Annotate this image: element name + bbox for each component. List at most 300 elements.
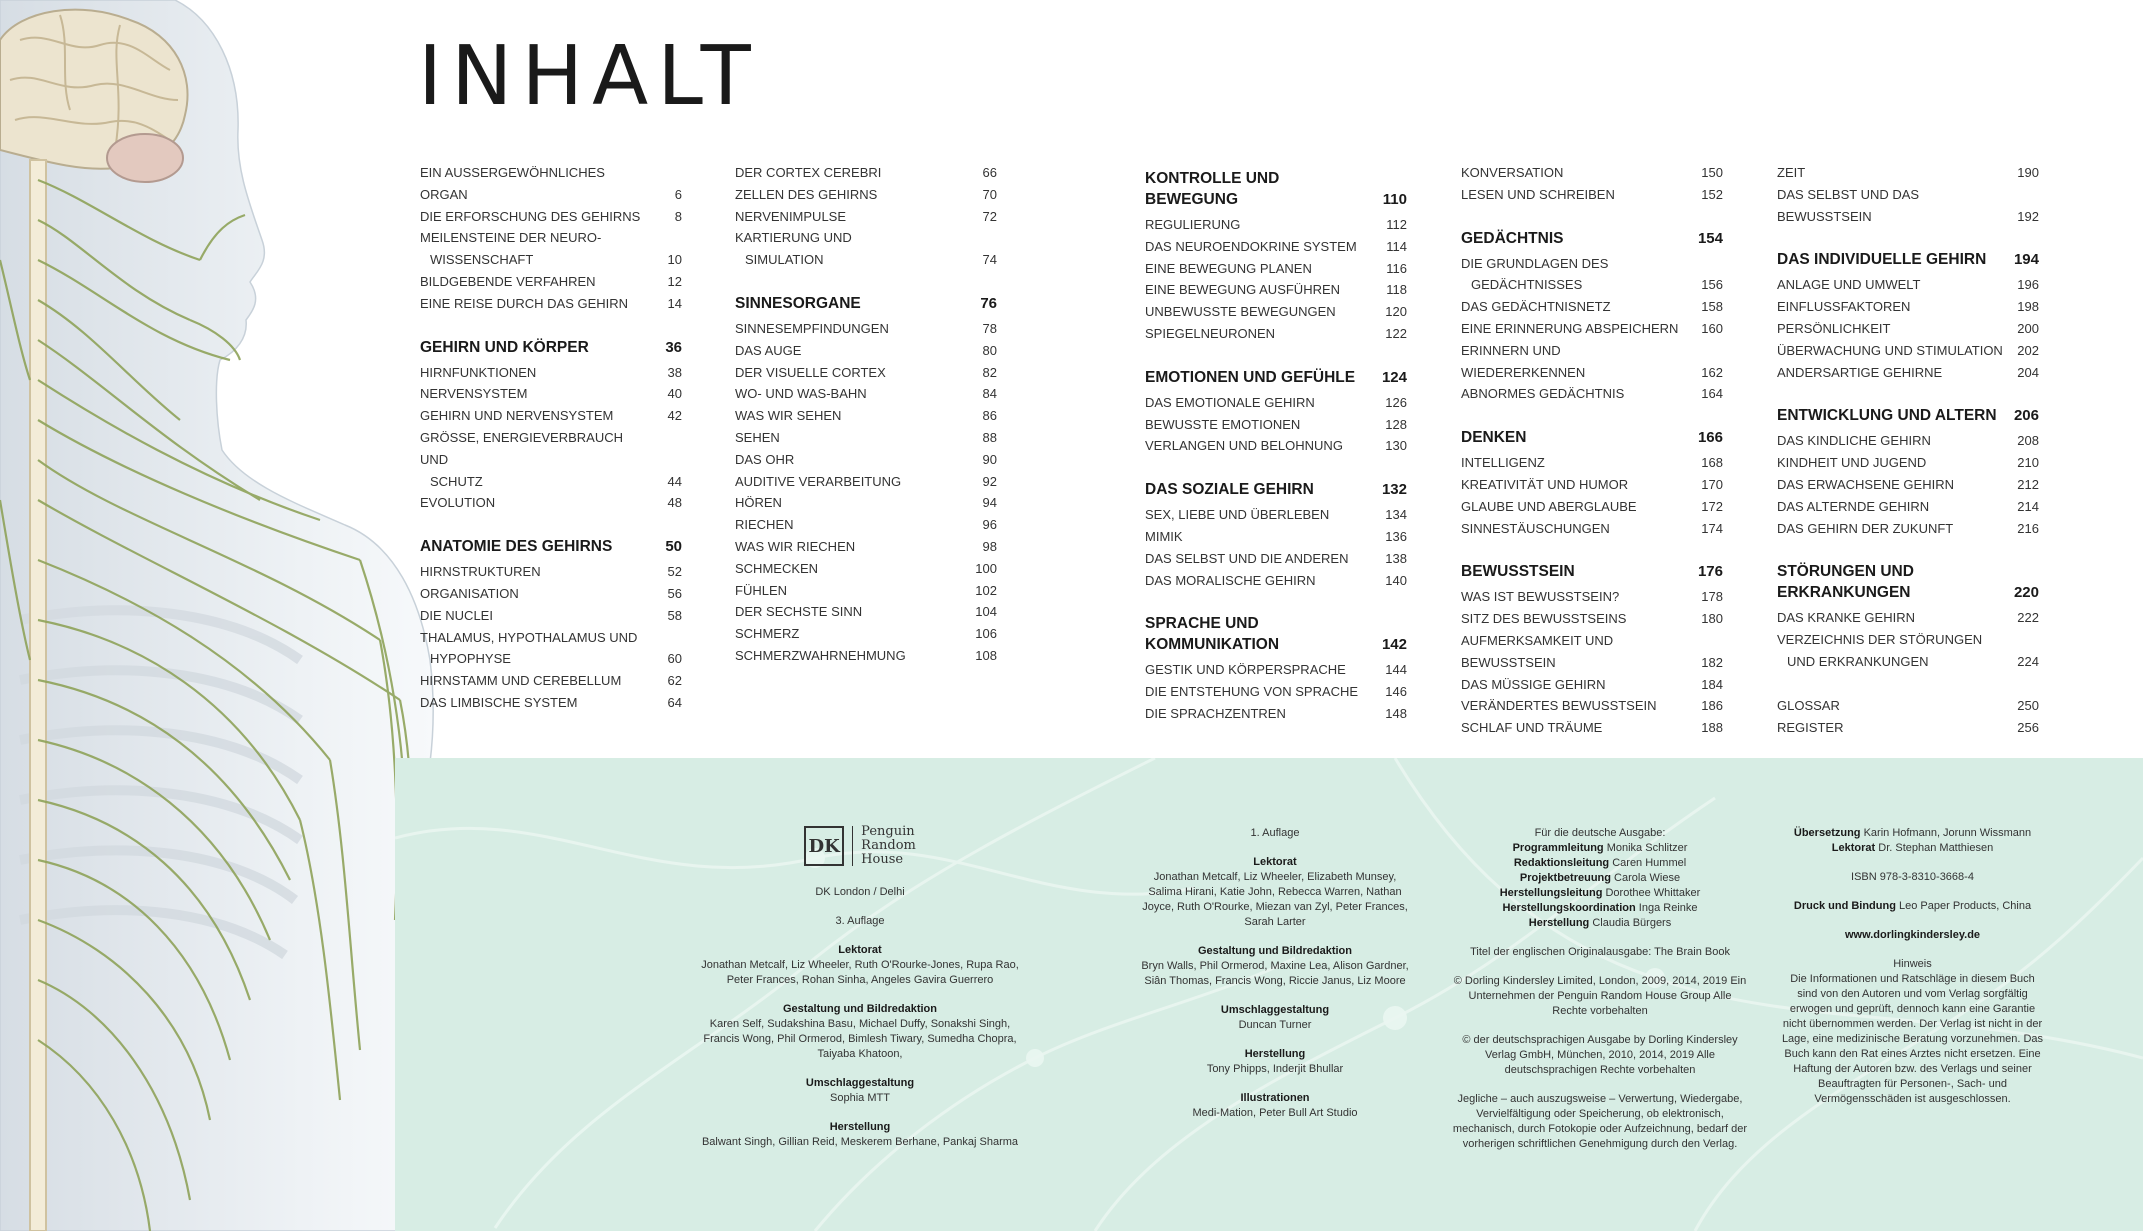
toc-entry-title [1145, 504, 1339, 526]
credit-label: Druck und Bindung [1793, 900, 1896, 912]
toc-entry[interactable] [1461, 717, 1723, 739]
toc-column-1 [420, 162, 682, 736]
toc-entry[interactable] [1461, 162, 1723, 184]
toc-entry-text: EINE REISE DURCH DAS GEHIRN [420, 295, 629, 311]
toc-entry[interactable] [735, 184, 997, 206]
toc-entry[interactable] [1461, 253, 1723, 297]
toc-entry-text: LESEN UND SCHREIBEN [1461, 186, 1615, 202]
toc-entry[interactable] [1461, 496, 1723, 518]
toc-page-number: 66 [982, 165, 997, 180]
toc-entry[interactable] [1777, 162, 2039, 184]
credit-block [700, 885, 1020, 900]
toc-entry[interactable] [1461, 340, 1723, 384]
toc-entry[interactable] [420, 362, 682, 384]
toc-page-number: 146 [1385, 684, 1407, 700]
toc-entry[interactable] [735, 623, 997, 645]
toc-entry[interactable] [735, 206, 997, 228]
toc-entry-text: EINFLUSSFAKTOREN [1777, 299, 1911, 315]
toc-section [1777, 561, 2039, 672]
toc-page-number: 188 [1701, 720, 1723, 736]
credit-value: Duncan Turner [1238, 1019, 1312, 1031]
toc-entry[interactable] [1777, 296, 2039, 318]
toc-entry[interactable] [1145, 681, 1407, 703]
toc-entry-text: PERSÖNLICHKEIT [1777, 320, 1891, 336]
credit-value: Jonathan Metcalf, Liz Wheeler, Elizabeth Munsey, Salima Hirani, Katie John, Rebecca Warren, Nathan Joyce, Ruth O'Rourke, Miezan van Zyl, Peter Frances, Sarah Larter [1142, 871, 1408, 928]
toc-entry-text: AUFMERKSAMKEIT UND BEWUSSTSEIN [1461, 632, 1614, 670]
original-title: Titel der englischen Originalausgabe: The Brain Book [1470, 946, 1730, 958]
toc-page-number: 76 [980, 294, 997, 312]
toc-entry[interactable] [1145, 504, 1407, 526]
toc-entry[interactable] [1777, 362, 2039, 384]
toc-entry-text: EINE ERINNERUNG ABSPEICHERN [1461, 320, 1679, 336]
toc-page-number: 208 [2017, 433, 2039, 449]
toc-entry-title [735, 601, 872, 623]
toc-entry[interactable] [735, 362, 997, 384]
toc-section-title: BEWUSSTSEIN [1461, 563, 1575, 581]
website-link[interactable]: www.dorlingkindersley.de [1844, 929, 1981, 941]
toc-entry[interactable] [420, 561, 682, 583]
toc-entry-text: SCHMERZ [735, 626, 800, 642]
credit-value: Claudia Bürgers [1592, 917, 1672, 929]
toc-page-number: 154 [1697, 229, 1723, 247]
toc-entry-text: HIRNFUNKTIONEN [420, 364, 537, 380]
toc-entry-title [735, 536, 865, 558]
toc-entry[interactable] [420, 605, 682, 627]
toc-entry[interactable] [735, 492, 997, 514]
toc-page-number: 6 [674, 186, 682, 202]
toc-page-number: 202 [2017, 342, 2039, 358]
toc-entry[interactable] [420, 427, 682, 492]
spinal-cord [30, 160, 46, 1231]
toc-entry[interactable] [735, 645, 997, 667]
toc-entry[interactable] [1777, 607, 2039, 629]
toc-entry-title [735, 427, 790, 449]
toc-page-number: 204 [2017, 364, 2039, 380]
toc-section-title: GEDÄCHTNIS [1461, 229, 1564, 247]
toc-entry-text: DAS GEHIRN DER ZUKUNFT [1777, 520, 1954, 536]
toc-entry[interactable] [735, 427, 997, 449]
toc-entry-title [1145, 236, 1367, 258]
toc-page-number: 48 [667, 495, 682, 511]
toc-section-heading[interactable] [1145, 613, 1407, 655]
toc-page-number: 60 [667, 651, 682, 667]
toc-entry[interactable] [1145, 236, 1407, 258]
toc-entry[interactable] [735, 383, 997, 405]
credit-block [1140, 1047, 1410, 1077]
toc-section-heading[interactable] [420, 536, 682, 557]
toc-page-number: 8 [674, 208, 682, 224]
toc-entry-title [735, 206, 856, 228]
toc-entry-title [1461, 383, 1634, 405]
toc-entry-title [735, 471, 911, 493]
toc-page-number: 178 [1701, 589, 1723, 605]
toc-section-heading[interactable] [1461, 427, 1723, 448]
toc-page-number: 220 [2013, 584, 2039, 602]
toc-page-number: 198 [2017, 299, 2039, 315]
toc-page-number: 82 [982, 364, 997, 380]
toc-section [735, 162, 997, 271]
toc-entry[interactable] [1145, 526, 1407, 548]
toc-entry-title [1461, 674, 1615, 696]
toc-page-number: 122 [1385, 325, 1407, 341]
toc-page-number: 224 [2017, 653, 2039, 669]
credit-label: Illustrationen [1240, 1092, 1310, 1104]
credit-block [1140, 1003, 1410, 1033]
toc-entry[interactable] [1461, 695, 1723, 717]
toc-entry[interactable] [1777, 340, 2039, 362]
toc-page-number: 72 [982, 208, 997, 224]
toc-entry-text: WO- UND WAS-BAHN [735, 386, 867, 402]
credit-label: Herstellungsleitung [1499, 887, 1603, 899]
toc-entry[interactable] [1461, 630, 1723, 674]
toc-entry[interactable] [1461, 318, 1723, 340]
toc-section [420, 162, 682, 315]
page-title: INHALT [418, 29, 760, 124]
imprint-column-1 [700, 825, 1020, 1164]
toc-entry-title [735, 362, 896, 384]
toc-entry-text: GESTIK UND KÖRPERSPRACHE [1145, 662, 1346, 678]
toc-page-number: 96 [982, 517, 997, 533]
toc-section-title: ENTWICKLUNG UND ALTERN [1777, 407, 1997, 425]
credit-value: Dorothee Whittaker [1605, 887, 1701, 899]
toc-entry[interactable] [735, 449, 997, 471]
toc-entry[interactable] [1777, 496, 2039, 518]
toc-entry-text: DIE GRUNDLAGEN DES [1461, 255, 1609, 271]
toc-entry-text: DAS SELBST UND DIE ANDEREN [1145, 550, 1349, 566]
toc-entry-title [1461, 630, 1697, 674]
toc-column-4 [1461, 162, 1723, 761]
toc-page-number: 222 [2017, 610, 2039, 626]
toc-page-number: 40 [667, 386, 682, 402]
toc-page-number: 52 [667, 564, 682, 580]
credit-value: Sophia MTT [830, 1092, 890, 1104]
toc-entry[interactable] [420, 692, 682, 714]
toc-section [1145, 613, 1407, 724]
toc-section-title: KONTROLLE UND BEWEGUNG [1145, 170, 1280, 208]
toc-entry-title [1145, 392, 1325, 414]
toc-entry-title [1461, 474, 1638, 496]
toc-entry[interactable] [735, 514, 997, 536]
toc-page-number: 166 [1697, 429, 1723, 447]
toc-entry-title [1777, 274, 1931, 296]
toc-page-number: 250 [2017, 697, 2039, 713]
toc-entry-title [420, 405, 623, 427]
toc-entry[interactable] [1461, 608, 1723, 630]
toc-entry-text: DAS SELBST UND DAS BEWUSSTSEIN [1777, 186, 1920, 224]
toc-entry-text: ORGANISATION [420, 585, 519, 601]
toc-entry-text: SEHEN [735, 429, 780, 445]
toc-entry[interactable] [735, 340, 997, 362]
credit-value: 3. Auflage [835, 915, 885, 927]
toc-page-number: 88 [982, 429, 997, 445]
credit-value: Carola Wiese [1614, 872, 1681, 884]
toc-entry[interactable] [420, 271, 682, 293]
toc-entry-text: KONVERSATION [1461, 165, 1564, 180]
toc-page-number: 10 [667, 252, 682, 268]
toc-entry-title [1461, 184, 1625, 206]
toc-page-number: 194 [2013, 251, 2039, 269]
toc-entry-text: ANDERSARTIGE GEHIRNE [1777, 364, 1943, 380]
toc-entry[interactable] [735, 162, 997, 184]
toc-entry[interactable] [1461, 296, 1723, 318]
toc-entry[interactable] [1145, 258, 1407, 280]
toc-page-number: 142 [1381, 636, 1407, 654]
credit-label: Redaktionsleitung [1513, 857, 1610, 869]
toc-entry-text-continued: SCHUTZ [430, 473, 483, 489]
toc-entry-text: SCHMERZWAHRNEHMUNG [735, 647, 906, 663]
toc-section-heading[interactable] [735, 293, 997, 314]
credit-block [700, 943, 1020, 988]
toc-entry-title [420, 670, 631, 692]
toc-entry[interactable] [420, 206, 682, 228]
toc-entry-title [1145, 323, 1285, 345]
credit-label: Projektbetreuung [1519, 872, 1611, 884]
toc-entry-text: EINE BEWEGUNG AUSFÜHREN [1145, 282, 1341, 298]
toc-entry-title [1145, 548, 1358, 570]
toc-entry[interactable] [1777, 474, 2039, 496]
toc-entry-text: DAS LIMBISCHE SYSTEM [420, 694, 578, 710]
toc-entry[interactable] [735, 405, 997, 427]
toc-section-heading[interactable] [1777, 249, 2039, 270]
toc-page-number: 130 [1385, 438, 1407, 454]
toc-entry-text: ÜBERWACHUNG UND STIMULATION [1777, 342, 2003, 358]
toc-entry[interactable] [1777, 274, 2039, 296]
toc-section-heading[interactable] [1145, 479, 1407, 500]
toc-entry[interactable] [1145, 659, 1407, 681]
toc-entry-title [735, 492, 792, 514]
toc-entry-text: EINE BEWEGUNG PLANEN [1145, 260, 1312, 276]
toc-page-number: 78 [982, 320, 997, 336]
toc-entry[interactable] [1145, 214, 1407, 236]
toc-entry-text: DER VISUELLE CORTEX [735, 364, 886, 380]
toc-column-2 [735, 162, 997, 689]
toc-entry-text: NERVENIMPULSE [735, 208, 847, 224]
toc-entry-text: DIE NUCLEI [420, 607, 493, 623]
toc-page-number: 172 [1701, 498, 1723, 514]
toc-entry[interactable] [1777, 629, 2039, 673]
toc-entry-text: BEWUSSTE EMOTIONEN [1145, 416, 1301, 432]
print-credits [1780, 899, 2045, 914]
toc-entry-title [1145, 214, 1250, 236]
toc-entry-title [735, 227, 862, 271]
toc-entry[interactable] [735, 601, 997, 623]
toc-entry-title [735, 405, 851, 427]
toc-entry[interactable] [1777, 717, 2039, 739]
toc-entry-text: EIN AUSSERGEWÖHNLICHES ORGAN [420, 165, 605, 202]
toc-section [420, 337, 682, 515]
translation-credits [1780, 826, 2045, 856]
toc-entry-title [1461, 695, 1667, 717]
toc-page-number: 214 [2017, 498, 2039, 514]
toc-section-title: STÖRUNGEN UND ERKRANKUNGEN [1777, 563, 1914, 602]
credit-block [1140, 855, 1410, 930]
toc-entry[interactable] [1777, 184, 2039, 228]
toc-page-number: 180 [1701, 611, 1723, 627]
toc-entry-title [1461, 318, 1688, 340]
toc-entry-title [1145, 435, 1353, 457]
toc-entry-title [420, 162, 656, 206]
toc-entry-title [1777, 695, 1850, 717]
toc-entry[interactable] [1461, 184, 1723, 206]
toc-page-number: 128 [1385, 416, 1407, 432]
toc-entry[interactable] [1461, 674, 1723, 696]
toc-entry-text: INTELLIGENZ [1461, 455, 1545, 471]
toc-column-3 [1145, 168, 1407, 747]
toc-page-number: 64 [667, 694, 682, 710]
toc-entry-text: REGULIERUNG [1145, 217, 1241, 232]
toc-page-number: 200 [2017, 320, 2039, 336]
toc-section-heading[interactable] [1145, 168, 1407, 210]
toc-entry-title [420, 692, 587, 714]
toc-entry[interactable] [735, 536, 997, 558]
toc-entry[interactable] [420, 383, 682, 405]
toc-entry-title [1461, 518, 1620, 540]
toc-entry-text: DER CORTEX CEREBRI [735, 165, 882, 180]
toc-entry[interactable] [1145, 323, 1407, 345]
toc-entry-title [420, 227, 611, 271]
toc-entry[interactable] [1461, 383, 1723, 405]
toc-section [1461, 228, 1723, 406]
toc-section-heading[interactable] [1777, 561, 2039, 603]
credit-label: Umschlaggestaltung [1220, 1004, 1330, 1016]
toc-entry-title [420, 206, 650, 228]
toc-entry[interactable] [420, 227, 682, 271]
toc-entry-text: VERZEICHNIS DER STÖRUNGEN [1777, 632, 1983, 648]
toc-section-heading[interactable] [420, 337, 682, 358]
toc-entry-text: DAS ALTERNDE GEHIRN [1777, 498, 1930, 514]
toc-section [1461, 162, 1723, 206]
toc-page-number: 148 [1385, 705, 1407, 721]
toc-entry-text: HIRNSTAMM UND CEREBELLUM [420, 673, 622, 689]
toc-entry[interactable] [1145, 414, 1407, 436]
toc-page-number: 174 [1701, 520, 1723, 536]
toc-entry-text: UNBEWUSSTE BEWEGUNGEN [1145, 304, 1336, 320]
toc-entry-text: SINNESEMPFINDUNGEN [735, 320, 889, 336]
toc-entry[interactable] [1777, 430, 2039, 452]
toc-entry-title [735, 383, 877, 405]
credit-value: Monika Schlitzer [1606, 842, 1688, 854]
toc-section [1777, 249, 2039, 383]
toc-entry[interactable] [420, 162, 682, 206]
legal-notice: Jegliche – auch auszugsweise – Verwertung, Wiedergabe, Vervielfältigung oder Speicherung, ob elektronisch, mechanisch, durch Fotokopie oder Aufzeichnung, bedarf der vorherigen schriftlichen Genehmigung durch den Verlag. [1452, 1093, 1748, 1150]
toc-entry[interactable] [735, 318, 997, 340]
toc-section-heading[interactable] [1461, 228, 1723, 249]
toc-entry-title [1777, 184, 2013, 228]
credit-block [700, 1076, 1020, 1106]
toc-entry[interactable] [420, 405, 682, 427]
toc-entry-text: GLOSSAR [1777, 697, 1840, 713]
toc-entry-text: ERINNERN UND WIEDERERKENNEN [1461, 342, 1586, 380]
toc-page-number: 118 [1386, 282, 1407, 298]
toc-entry[interactable] [1145, 435, 1407, 457]
toc-entry[interactable] [735, 558, 997, 580]
toc-section-heading[interactable] [1461, 561, 1723, 582]
toc-section-heading[interactable] [1777, 405, 2039, 426]
cerebellum [107, 134, 183, 182]
toc-entry-text: MIMIK [1145, 528, 1183, 544]
toc-entry-text: GEHIRN UND NERVENSYSTEM [420, 408, 614, 424]
toc-entry-title [1777, 629, 1992, 673]
toc-entry-text: MEILENSTEINE DER NEURO- [420, 230, 602, 246]
toc-entry[interactable] [1145, 703, 1407, 725]
toc-page-number: 44 [667, 473, 682, 489]
toc-section [1777, 695, 2039, 739]
toc-entry[interactable] [1461, 474, 1723, 496]
toc-entry-text: SITZ DES BEWUSSTSEINS [1461, 611, 1627, 627]
credit-label: Lektorat [838, 944, 882, 956]
toc-section [420, 536, 682, 714]
toc-entry[interactable] [735, 471, 997, 493]
toc-page-number: 158 [1701, 299, 1723, 315]
toc-entry-text: NERVENSYSTEM [420, 386, 528, 402]
toc-entry[interactable] [420, 492, 682, 514]
toc-page-number: 152 [1701, 186, 1723, 202]
toc-page-number: 216 [2017, 520, 2039, 536]
toc-entry-text: DAS GEDÄCHTNISNETZ [1461, 299, 1611, 315]
toc-entry-text: KREATIVITÄT UND HUMOR [1461, 476, 1629, 492]
toc-entry-text: SINNESTÄUSCHUNGEN [1461, 520, 1610, 536]
toc-entry-text: SCHMECKEN [735, 560, 819, 576]
toc-page-number: 104 [975, 604, 997, 620]
toc-entry[interactable] [735, 227, 997, 271]
toc-page-number: 106 [975, 626, 997, 642]
toc-entry[interactable] [1777, 318, 2039, 340]
toc-entry-title [420, 627, 647, 671]
credit-block [700, 1002, 1020, 1062]
toc-entry[interactable] [420, 670, 682, 692]
toc-entry[interactable] [420, 627, 682, 671]
toc-section-heading[interactable] [1145, 367, 1407, 388]
credit-label: Herstellung [829, 1121, 891, 1133]
toc-entry[interactable] [1145, 301, 1407, 323]
toc-page-number: 162 [1701, 364, 1723, 380]
toc-entry[interactable] [420, 293, 682, 315]
toc-section [1461, 427, 1723, 539]
credit-block [1140, 1091, 1410, 1121]
toc-entry[interactable] [1461, 452, 1723, 474]
toc-entry[interactable] [735, 580, 997, 602]
toc-section-title: DENKEN [1461, 429, 1527, 447]
toc-page-number: 126 [1385, 394, 1407, 410]
toc-entry[interactable] [1461, 586, 1723, 608]
toc-entry[interactable] [1777, 518, 2039, 540]
toc-entry-text: RIECHEN [735, 517, 794, 533]
toc-page-number: 38 [667, 364, 682, 380]
copyright-original: © Dorling Kindersley Limited, London, 2009, 2014, 2019 Ein Unternehmen der Penguin Random House Group Alle Rechte vorbehalten [1453, 975, 1747, 1017]
toc-entry-text: DIE ERFORSCHUNG DES GEHIRNS [420, 208, 641, 224]
toc-entry[interactable] [1145, 570, 1407, 592]
toc-page-number: 84 [982, 386, 997, 402]
toc-page-number: 134 [1385, 507, 1407, 523]
toc-entry[interactable] [1145, 392, 1407, 414]
toc-column-5 [1777, 162, 2039, 760]
toc-entry-text: SCHLAF UND TRÄUME [1461, 720, 1603, 736]
toc-entry[interactable] [1777, 695, 2039, 717]
toc-entry[interactable] [1145, 279, 1407, 301]
toc-entry-text: GRÖSSE, ENERGIEVERBRAUCH UND [420, 429, 623, 467]
toc-entry[interactable] [1145, 548, 1407, 570]
toc-entry-title [1461, 608, 1636, 630]
toc-entry[interactable] [420, 583, 682, 605]
toc-page-number: 140 [1385, 572, 1407, 588]
toc-page-number: 58 [667, 607, 682, 623]
toc-entry[interactable] [1777, 452, 2039, 474]
toc-section-title: DAS SOZIALE GEHIRN [1145, 481, 1314, 499]
toc-section [1145, 479, 1407, 591]
toc-entry-title [1777, 452, 1936, 474]
toc-entry-title [420, 583, 529, 605]
toc-entry[interactable] [1461, 518, 1723, 540]
